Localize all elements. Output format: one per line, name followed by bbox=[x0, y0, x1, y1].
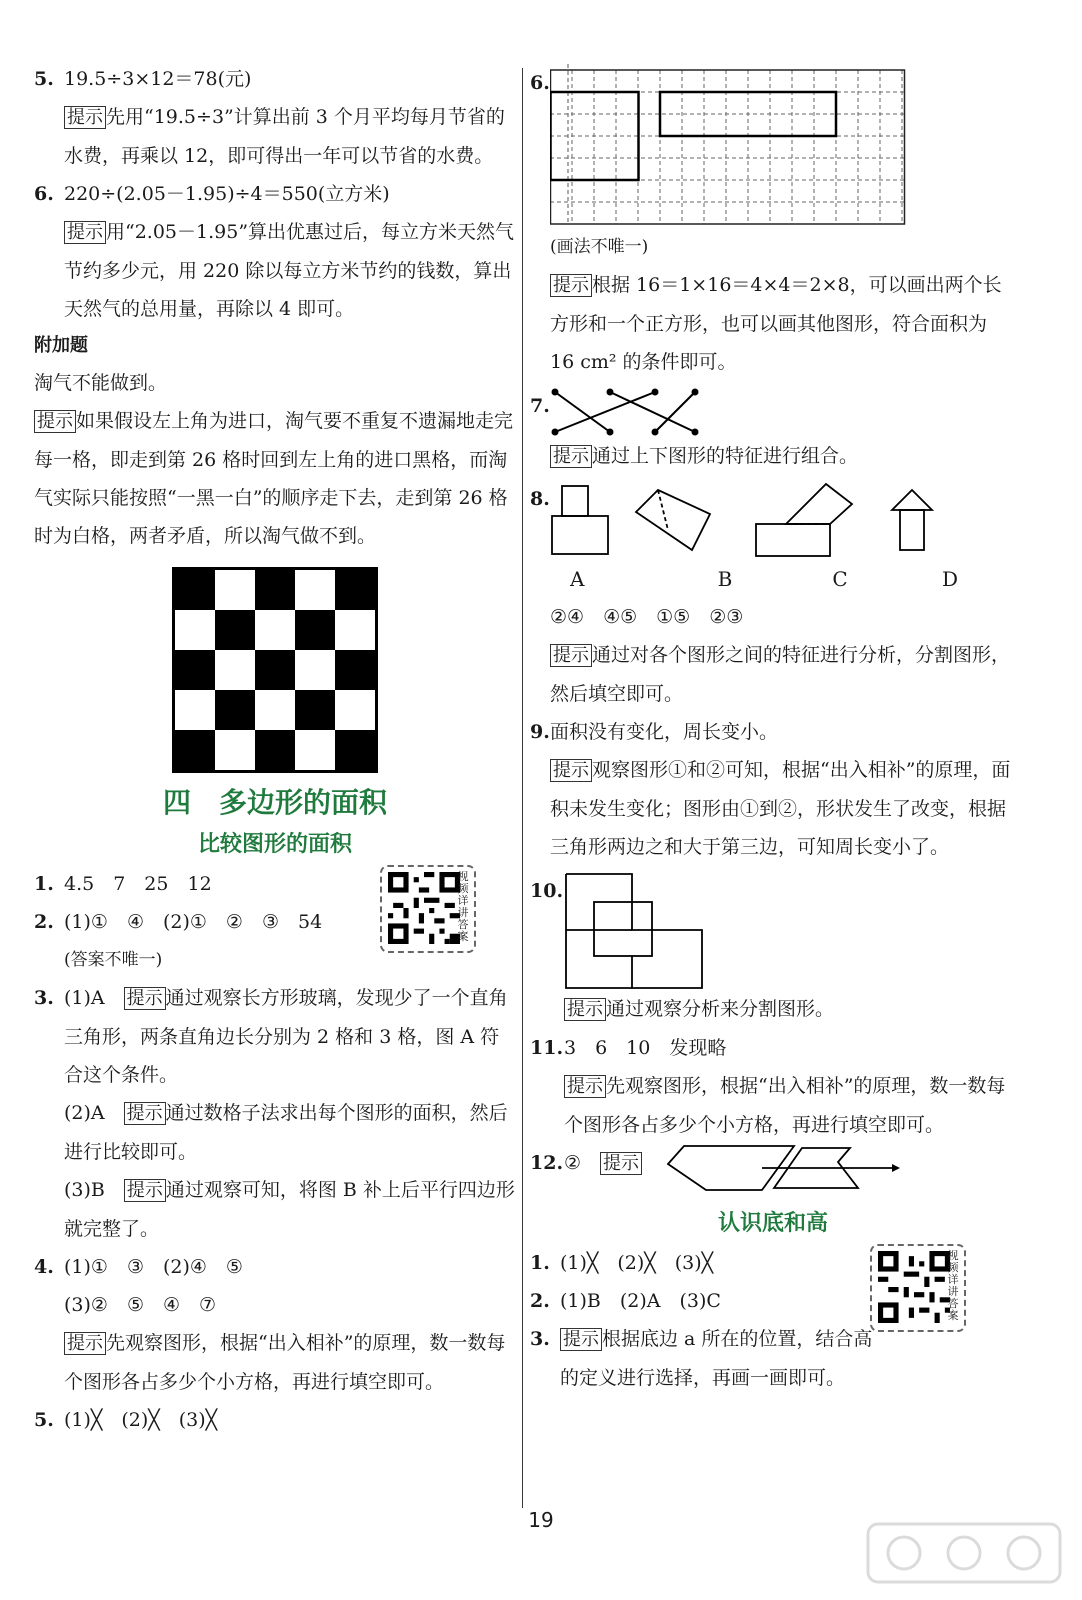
question-number: 3. bbox=[530, 1328, 550, 1350]
question-5 bbox=[34, 60, 516, 175]
qr-label: 视频详讲答案 bbox=[457, 870, 469, 943]
sub-answer: (2)A bbox=[64, 1102, 124, 1124]
qr-code[interactable] bbox=[380, 865, 476, 953]
figure-labels bbox=[550, 560, 1016, 598]
question-6 bbox=[34, 175, 516, 328]
grid-drawing-figure bbox=[550, 64, 910, 228]
question-7 bbox=[530, 387, 1016, 476]
extra-question-title: 附加题 bbox=[34, 335, 88, 356]
chapter-title: 四 多边形的面积 bbox=[162, 786, 387, 819]
question-number: 10. bbox=[530, 880, 564, 902]
hint-text: 通过数格子法求出每个图形的面积，然后进行比较即可。 bbox=[64, 1102, 508, 1163]
hint-tag: 提示 bbox=[564, 998, 606, 1021]
question-number: 6. bbox=[34, 183, 54, 205]
hint-text: 通过观察长方形玻璃，发现少了一个直角三角形，两条直角边长分别为 2 格和 3 格，图 A 符合这个条件。 bbox=[64, 987, 508, 1086]
question-11 bbox=[530, 1029, 1016, 1144]
question-number: 11. bbox=[530, 1037, 564, 1059]
question-number: 12. bbox=[530, 1152, 564, 1174]
question-9 bbox=[530, 713, 1016, 866]
hint-text: 通过观察分析来分割图形。 bbox=[606, 998, 835, 1020]
qr-label: 视频详讲答案 bbox=[947, 1249, 959, 1322]
hint-text: 通过对各个图形之间的特征进行分析，分割图形，然后填空即可。 bbox=[550, 644, 1011, 705]
answer-text: 4.5 7 25 12 bbox=[64, 873, 212, 895]
question-number: 1. bbox=[530, 1252, 550, 1274]
question-number: 3. bbox=[34, 987, 54, 1009]
answer-text: (1)① ④ (2)① ② ③ 54 bbox=[64, 911, 323, 933]
extra-answer: 淘气不能做到。 bbox=[34, 372, 168, 394]
sub-answer: (1)A bbox=[64, 987, 124, 1009]
answer-text: (1)B (2)A (3)C bbox=[560, 1290, 721, 1312]
question-number: 6. bbox=[530, 72, 550, 94]
extra-hint bbox=[34, 402, 516, 555]
right-column bbox=[530, 60, 1016, 1397]
label-c: C bbox=[832, 567, 848, 591]
hint-tag: 提示 bbox=[550, 274, 592, 297]
question-number: 4. bbox=[34, 1256, 54, 1278]
s1-question-5 bbox=[34, 1401, 516, 1439]
hint-text: 先观察图形，根据“出入相补”的原理，数一数每个图形各占多少个小方格，再进行填空即可。 bbox=[564, 1075, 1006, 1136]
answer-note: (答案不唯一) bbox=[64, 950, 163, 970]
hint-tag: 提示 bbox=[564, 1075, 606, 1098]
page-number: 19 bbox=[528, 1508, 554, 1532]
hint-tag: 提示 bbox=[64, 1332, 106, 1355]
hint-text: 如果假设左上角为进口，淘气要不重复不遗漏地走完每一格，即走到第 26 格时回到左上角的进口黑格，而淘气实际只能按照“一黑一白”的顺序走下去，走到第 26 格时为白格，两者矛盾，所以淘气做不到。 bbox=[34, 410, 514, 547]
question-number: 2. bbox=[530, 1290, 550, 1312]
shape-split-figure bbox=[550, 480, 950, 560]
column-divider bbox=[522, 68, 523, 1508]
answer-text: 220÷(2.05－1.95)÷4＝550(立方米) bbox=[64, 183, 390, 205]
label-a: A bbox=[570, 567, 585, 591]
answer-text: 19.5÷3×12＝78(元) bbox=[64, 68, 252, 90]
hint-tag: 提示 bbox=[124, 1179, 166, 1202]
question-number: 5. bbox=[34, 68, 54, 90]
matching-lines-figure bbox=[550, 387, 700, 437]
hint-text: 通过观察可知，将图 B 补上后平行四边形就完整了。 bbox=[64, 1179, 515, 1240]
checkerboard-figure bbox=[172, 567, 378, 773]
hint-tag: 提示 bbox=[550, 759, 592, 782]
question-8 bbox=[530, 480, 1016, 713]
question-number: 7. bbox=[530, 395, 550, 417]
answer-text: 面积没有变化，周长变小。 bbox=[550, 721, 779, 743]
question-number: 1. bbox=[34, 873, 54, 895]
question-number: 9. bbox=[530, 721, 550, 743]
answer-text: ② bbox=[564, 1152, 601, 1174]
hint-tag: 提示 bbox=[34, 410, 76, 433]
qr-code-2[interactable] bbox=[870, 1244, 966, 1332]
section-title: 认识底和高 bbox=[717, 1211, 828, 1236]
parallelogram-figure bbox=[664, 1138, 904, 1194]
answer-text: ②④ ④⑤ ①⑤ ②③ bbox=[550, 606, 744, 628]
watermark-logo bbox=[864, 1518, 1064, 1588]
hint-text: 先用“19.5÷3”计算出前 3 个月平均每月节省的水费，再乘以 12，即可得出一年可以节省的水费。 bbox=[64, 106, 505, 167]
hint-tag: 提示 bbox=[64, 106, 106, 129]
hint-tag: 提示 bbox=[550, 445, 592, 468]
answer-text: (3)② ⑤ ④ ⑦ bbox=[64, 1294, 217, 1316]
s1-question-4 bbox=[34, 1248, 516, 1401]
question-6-drawing bbox=[530, 64, 1016, 381]
drawing-note: (画法不唯一) bbox=[550, 237, 649, 257]
split-shape-figure bbox=[564, 872, 704, 990]
hint-text: 根据底边 a 所在的位置，结合高的定义进行选择，再画一画即可。 bbox=[560, 1328, 873, 1389]
hint-tag: 提示 bbox=[64, 221, 106, 244]
left-column bbox=[34, 60, 516, 1439]
hint-tag: 提示 bbox=[124, 987, 166, 1010]
label-d: D bbox=[941, 567, 959, 591]
hint-tag: 提示 bbox=[550, 644, 592, 667]
label-b: B bbox=[717, 567, 733, 591]
qr-code-icon bbox=[878, 1250, 950, 1324]
answer-text: 3 6 10 发现略 bbox=[564, 1037, 727, 1059]
answer-text: (1)╳ (2)╳ (3)╳ bbox=[560, 1252, 714, 1274]
qr-code-icon bbox=[388, 871, 460, 945]
question-number: 5. bbox=[34, 1409, 54, 1431]
hint-text: 用“2.05－1.95”算出优惠过后，每立方米天然气节约多少元，用 220 除以每立方米节约的钱数，算出天然气的总用量，再除以 4 即可。 bbox=[64, 221, 515, 320]
hint-text: 根据 16＝1×16＝4×4＝2×8，可以画出两个长方形和一个正方形，也可以画其他图形，符合面积为 16 cm² 的条件即可。 bbox=[550, 274, 1002, 373]
sub-answer: (3)B bbox=[64, 1179, 124, 1201]
hint-text: 先观察图形，根据“出入相补”的原理，数一数每个图形各占多少个小方格，再进行填空即可。 bbox=[64, 1332, 506, 1393]
question-10 bbox=[530, 872, 1016, 1029]
question-12 bbox=[530, 1144, 1016, 1200]
s1-question-3 bbox=[34, 979, 516, 1248]
hint-tag: 提示 bbox=[124, 1102, 166, 1125]
answer-text: (1)╳ (2)╳ (3)╳ bbox=[64, 1409, 218, 1431]
question-number: 2. bbox=[34, 911, 54, 933]
hint-text: 通过上下图形的特征进行组合。 bbox=[592, 445, 859, 467]
answer-text: (1)① ③ (2)④ ⑤ bbox=[64, 1256, 243, 1278]
question-number: 8. bbox=[530, 488, 550, 510]
hint-tag: 提示 bbox=[560, 1328, 602, 1351]
hint-text: 观察图形①和②可知，根据“出入相补”的原理，面积未发生变化；图形由①到②，形状发生了改变，根据三角形两边之和大于第三边，可知周长变小了。 bbox=[550, 759, 1011, 858]
hint-tag: 提示 bbox=[600, 1152, 642, 1175]
section-title: 比较图形的面积 bbox=[197, 832, 352, 857]
